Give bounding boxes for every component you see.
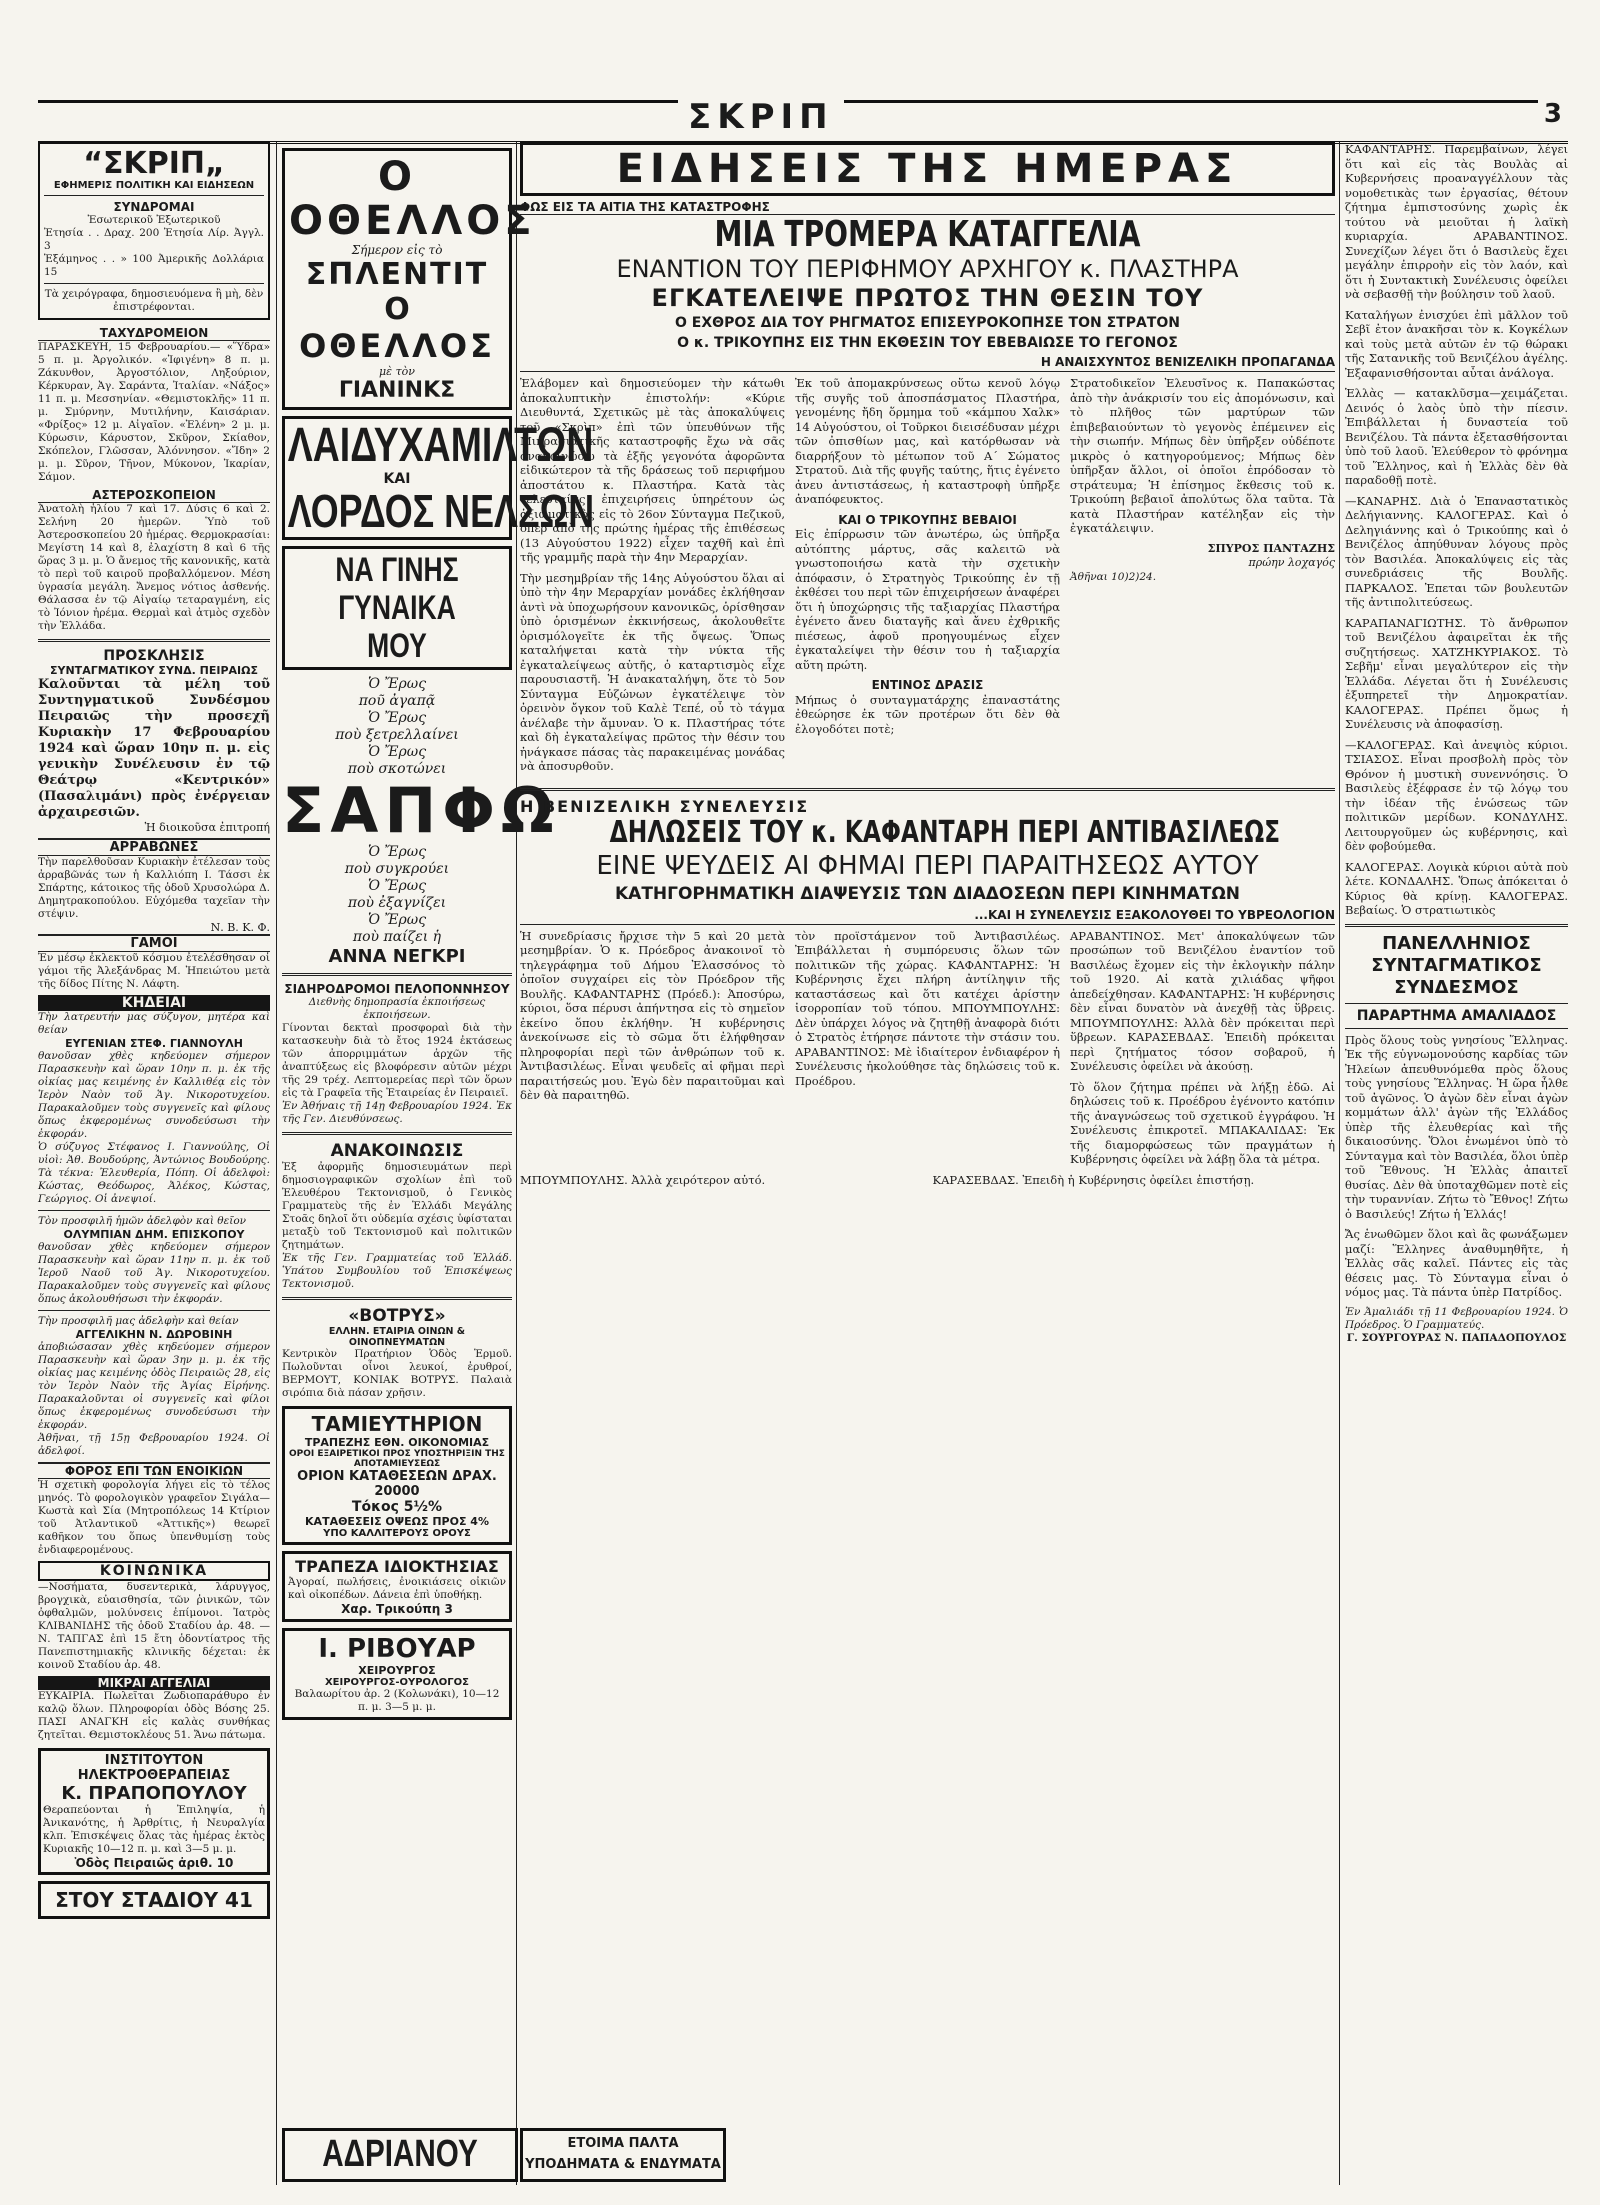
film-title: ΝΑ ΓΙΝΗΣ ΓΥΝΑΙΚΑ ΜΟΥ — [335, 551, 459, 665]
league-names: Γ. ΣΟΥΡΓΟΥΡΑΣ Ν. ΠΑΠΑΔΟΠΟΥΛΟΣ — [1346, 1331, 1567, 1344]
film-title: ΛΑΙΔΥΧΑΜΙΛΤΩΝ — [287, 419, 594, 472]
weddings-text: Ἐν μέσῳ ἐκλεκτοῦ κόσμου ἐτελέσθησαν οἱ γάμοι τῆς Ἀλεξάνδρας Μ. Ἠπειώτου μετὰ τῆς δίδος Πίτης Ν. Λάφτη. — [38, 952, 270, 990]
engagements-title: ΑΡΡΑΒΩΝΕΣ — [38, 838, 270, 856]
invitation-subtitle: ΣΥΝΤΑΓΜΑΤΙΚΟΥ ΣΥΝΔ. ΠΕΙΡΑΙΩΣ — [50, 664, 258, 677]
engagements-sign: Ν. Β. Κ. Φ. — [210, 921, 270, 934]
surgeon-sub: ΧΕΙΡΟΥΡΓΟΣ-ΟΥΡΟΛΟΓΟΣ — [324, 1677, 470, 1688]
column-divider — [1339, 142, 1340, 2185]
botrys-subtitle: ΕΛΛΗΝ. ΕΤΑΙΡΙΑ ΟΙΝΩΝ & ΟΙΝΟΠΝΕΥΜΑΤΩΝ — [328, 1326, 466, 1348]
theatre-today: Σήμερον εἰς τὸ — [351, 243, 443, 257]
assembly-story — [520, 929, 1335, 1173]
eros-line: ποὺ ξετρελλαίνει — [335, 727, 459, 743]
savings-deposits: ΚΑΤΑΘΕΣΕΙΣ ΟΨΕΩΣ ΠΡΟΣ 4% — [305, 1515, 489, 1528]
institute-ad — [38, 1748, 270, 1875]
film-ad-2 — [282, 546, 512, 670]
observatory-title: ΑΣΤΕΡΟΣΚΟΠΕΙΟΝ — [38, 488, 270, 503]
funeral-name: ΑΓΓΕΛΙΚΗΝ Ν. ΔΩΡΟΒΙΝΗ — [75, 1328, 233, 1341]
section2-headline-2: ΕΙΝΕ ΨΕΥΔΕΙΣ ΑΙ ΦΗΜΑΙ ΠΕΡΙ ΠΑΡΑΙΤΗΣΕΩΣ ΑΥΤΟΥ — [596, 850, 1259, 881]
story-column — [1070, 929, 1335, 1173]
institute-name: Κ. ΠΡΑΠΟΠΟΥΛΟΥ — [61, 1783, 247, 1804]
invitation-sign: Ἡ διοικοῦσα ἐπιτροπή — [144, 821, 270, 834]
social-text: —Νοσήματα, δυσεντερικὰ, λάρυγγος, βρογχικὰ, εὐαισθησία, τῶν ῥινικῶν, τῶν ὀφθαλμῶν, μολύνσεις ἐπίμονοι. Ἰατρὸς ΚΛΙΒΑΝΙΔΗΣ τῆς ὁδοῦ Σταδίου ἀρ. 48. — Ν. ΤΑΠΓΑΣ ἐπὶ 15 ἔτη ὁδοντίατρος τῆς Πανεπιστημιακῆς κλινικῆς δέχεται: ἐκ κοινοῦ Σταδίου ἀρ. 48. — [38, 1581, 270, 1671]
column-left — [38, 142, 270, 2185]
eros-line: Ὁ Ἔρως — [367, 878, 427, 894]
observatory-text: Ἀνατολὴ ἡλίου 7 καὶ 17. Δύσις 6 καὶ 2. Σελήνη 20 ἡμερῶν. Ὑπὸ τοῦ Ἀστεροσκοπείου 20 ἡμέρας. Θερμοκρασίαι: Μεγίστη 14 καὶ 8, ἐλαχίστη 8 καὶ 6 τῆς ὥρας 3 μ. μ. Ὁ ἄνεμος τῆς κανονικῆς, κατὰ τὸ περὶ τοῦ καιροῦ προβαλλόμενον. Μέση ὑγρασία μεγάλη. Ἄνεμος νότιος ἀσθενής. Θάλασσα ἐν τῷ Αἰγαίῳ τεταραγμένη, εἰς τὸ Ἰόνιον ἠρέμα. Θερμαὶ καὶ ἀτμὸς σχεδὸν τὴν Ἑλλάδα. — [38, 503, 270, 632]
letter-date: Ἀθῆναι 10)2)24. — [1070, 570, 1157, 583]
weddings-title: ΓΑΜΟΙ — [38, 934, 270, 952]
theatre-play: ΟΘΕΛΛΟΣ — [299, 327, 495, 365]
subscriptions-note: Τὰ χειρόγραφα, δημοσιευόμενα ἢ μὴ, δὲν ἐπιστρέφονται. — [44, 288, 264, 313]
lead-story — [520, 376, 1335, 780]
story-paragraph: Εἰς ἐπίρρωσιν τῶν ἀνωτέρω, ὡς ὑπῆρξα αὐτόπτης μάρτυς, σᾶς καλειτῶ νὰ γνωστοποιήσω κατὰ τὴν σχετικὴν ἀπόφασιν, ὁ Στρατηγὸς Τρικούπης ἐν τῇ ἐκθέσει του περὶ τῶν ἐπιχειρήσεων ἀναφέρει ὅτι ἡ ὑποχώρησις τῆς ταξιαρχίας Πλαστήρα ἐγένετο ἄνευ διαταγῆς καὶ ἄνευ ἐχθρικῆς πιέσεως, ἀφοῦ προηγουμένως εἶχεν ἐγκαταλείψει τὴν θέσιν του ἡ ταξιαρχία αὕτη πρώτη. — [795, 527, 1060, 672]
railway-title: ΣΙΔΗΡΟΔΡΟΜΟΙ ΠΕΛΟΠΟΝΝΗΣΟΥ — [284, 982, 510, 996]
eros-line: ποὺ ἐξαγνίζει — [347, 895, 447, 911]
institute-text: Θεραπεύονται ἡ Ἐπιληψία, ἡ Ἀνικανότης, ἡ Ἀρθρίτις, ἡ Νευραλγία κλπ. Ἐπισκέψεις ὅλας τὰς ἡμέρας ἐκτὸς Κυριακῆς 10—12 π. μ. καὶ 3—5 μ. μ. — [43, 1804, 265, 1855]
eros-line: ποὺ παίζει ἡ — [352, 929, 442, 945]
savings-better: ΥΠΟ ΚΑΛΛΙΤΕΡΟΥΣ ΟΡΟΥΣ — [323, 1528, 471, 1539]
story-paragraph: Στρατοδικεῖον Ἐλευσῖνος κ. Παπακώστας ἀπὸ τὴν ἀνάκρισίν του εἰς ἀπομόνωσιν, καὶ τὸ πλῆθος τῶν μαρτύρων τῶν ἐπιβεβαιούντων τὸ γεγονὸς ἐπέμεινεν εἰς τὴν σιωπήν. Μήπως δὲν ὑπῆρξεν οὐδέποτε μικρὸς ὁ κατηγορούμενος; Μήπως δὲν ὑπῆρξαν ἄλλοι, οἱ ὁποῖοι ἐπρόδοσαν τὸ στράτευμα; Ἡ ἐπίσημος ἔκθεσις τοῦ κ. Τρικούπη βεβαιοῖ ἀπολύτως ὅλα ταῦτα. Τὰ κατὰ Πλαστήραν κατέληξαν εἰς τὴν ἐγκατάλειψιν. — [1070, 376, 1335, 535]
right-paragraph: ΚΑΦΑΝΤΑΡΗΣ. Παρεμβαίνων, λέγει ὅτι καὶ εἰς τὰς Βουλὰς αἱ Κυβερνήσεις προαναγγέλλουν τὰς νομοθετικὰς των ἐργασίας, θέτουν ζήτημα ἐμπιστοσύνης χωρὶς ἐκ τούτου νὰ μειοῦται ἡ λαϊκὴ κυριαρχία. ΑΡΑΒΑΝΤΙΝΟΣ. Συνεχίζων λέγει ὅτι ὁ Βασιλεὺς ἔχει μεγάλην ἐπιρροὴν εἰς τὸν λαόν, καὶ ὅτι ἡ Συντακτικὴ Συνέλευσις ὀφείλει νὰ σεβασθῇ τὴν βούλησιν τοῦ λαοῦ. — [1345, 142, 1568, 301]
right-paragraph: ΚΑΡΑΠΑΝΑΓΙΩΤΗΣ. Τὸ ἄνθρωπον τοῦ Βενιζέλου ἀφαιρεῖται ἐκ τῆς συζητήσεως. ΧΑΤΖΗΚΥΡΙΑΚΟΣ. Τὸ Σεβῆμ' εἶναι μεγαλύτερον εἰς τὴν Ἑλλάδα. Λέγεται ὅτι ἡ Συνέλευσις ἐξυπηρετεῖ τὴν Δημοκρατίαν. ΚΑΛΟΓΕΡΑΣ. Πρέπει ὅμως ἡ Συνέλευσις νὰ ἀποφασίσῃ. — [1345, 615, 1568, 731]
subscriptions-row: Ἑξάμηνος . . » 100 Ἀμερικῆς Δολλάρια 15 — [44, 253, 264, 278]
eros-line: Ὁ Ἔρως — [367, 710, 427, 726]
league-sign: Ἐν Ἀμαλιάδι τῇ 11 Φεβρουαρίου 1924. Ὁ Πρόεδρος. Ὁ Γραμματεύς. — [1345, 1305, 1568, 1331]
column-ads — [282, 142, 595, 2185]
bottom-ad-left-text: ΣΤΟΥ ΣΤΑΔΙΟΥ 41 — [55, 1888, 253, 1912]
surgeon-job: ΧΕΙΡΟΥΡΓΟΣ — [358, 1664, 436, 1677]
story-column — [1070, 376, 1335, 780]
funeral-heading: Τὴν προσφιλῆ μας ἀδελφὴν καὶ θείαν — [38, 1315, 239, 1327]
masthead — [38, 97, 1568, 144]
theatre-actor: ΓΙΑΝΙΝΚΣ — [338, 378, 456, 403]
paper-subtitle: ΕΦΗΜΕΡΙΣ ΠΟΛΙΤΙΚΗ ΚΑΙ ΕΙΔΗΣΕΩΝ — [53, 180, 255, 191]
league-branch: ΠΑΡΑΡΤΗΜΑ ΑΜΑΛΙΑΔΟΣ — [1356, 1007, 1557, 1024]
eros-line: ποὺ σκοτώνει — [347, 761, 447, 777]
film-and: ΚΑΙ — [383, 471, 411, 487]
headline-4: Ο ΕΧΘΡΟΣ ΔΙΑ ΤΟΥ ΡΗΓΜΑΤΟΣ ΕΠΙΣΕΥΡΟΚΟΠΗΣΕ ΤΟΝ ΣΤΡΑΤΟΝ — [675, 315, 1180, 331]
institute-title: ΙΝΣΤΙΤΟΥΤΟΝ ΗΛΕΚΤΡΟΘΕΡΑΠΕΙΑΣ — [77, 1753, 231, 1783]
funeral-name: ΕΥΓΕΝΙΑΝ ΣΤΕΦ. ΓΙΑΝΝΟΥΛΗ — [65, 1037, 243, 1050]
tax-text: Ἡ σχετικὴ φορολογία λήγει εἰς τὸ τέλος μηνός. Τὸ φορολογικὸν γραφεῖον Σιγάλα—Κωστὰ καὶ Σία (Μητροπόλεως 14 Κτίριον τοῦ Ἀτλαντικοῦ «Ἀττικῆς») θεωρεῖ καθῆκον του ὅπως ὑπενθυμίσῃ τοὺς ἐνδιαφερομένους. — [38, 1479, 270, 1556]
savings-terms: ΟΡΟΙ ΕΞΑΙΡΕΤΙΚΟΙ ΠΡΟΣ ΥΠΟΣΤΗΡΙΞΙΝ ΤΗΣ ΑΠΟΤΑΜΙΕΥΣΕΩΣ — [289, 1449, 505, 1469]
tax-title: ΦΟΡΟΣ ΕΠΙ ΤΩΝ ΕΝΟΙΚΙΩΝ — [38, 1462, 270, 1479]
railway-sign: Ἐν Ἀθήναις τῇ 14ῃ Φεβρουαρίου 1924. Ἐκ τῆς Γεν. Διευθύνσεως. — [282, 1100, 512, 1125]
bank-address: Χαρ. Τρικούπη 3 — [341, 1602, 453, 1616]
eros-line: ποὺ συγκρούει — [344, 861, 450, 877]
section-banner — [520, 142, 1335, 196]
savings-subtitle: ΤΡΑΠΕΖΗΣ ΕΘΝ. ΟΙΚΟΝΟΜΙΑΣ — [304, 1436, 490, 1449]
entinos-title: ΕΝΤΙΝΟΣ ΔΡΑΣΙΣ — [871, 678, 984, 692]
bank-title: ΤΡΑΠΕΖΑ ΙΔΙΟΚΤΗΣΙΑΣ — [295, 1557, 499, 1576]
subscriptions-header: Ἐσωτερικοῦ Ἐξωτερικοῦ — [87, 214, 221, 226]
league-text: Πρὸς ὅλους τοὺς γνησίους Ἕλληνας. Ἐκ τῆς εὐγνωμονούσης καρδίας τῶν Ἠλείων ἀπευθυνόμεθα πρὸς ὅλους τοὺς γνησίους Ἕλληνας. Ἡ ὥρα ἦλθε τοῦ ἀγῶνος. Ὁ ἀγὼν δὲν εἶναι ἀγὼν κομμάτων ἀλλ' ἀγὼν τῆς Ἑλλάδος ὑπὲρ τῆς ἐλευθερίας καὶ τῆς δικαιοσύνης. Ὅλοι ἐνωμένοι ὑπὸ τὸ Σύνταγμα καὶ τὸν Βασιλέα, ὅλοι ὑπὲρ τοῦ Ἔθνους. Ἡ Ἑλλὰς ἀπαιτεῖ θυσίας. Δὲν θὰ ὑποταχθῶμεν ποτὲ εἰς τὴν τυραννίαν. Ζήτω τὸ Ἔθνος! Ζήτω ὁ Βασιλεύς! Ζήτω ἡ Ἑλλάς! — [1345, 1032, 1568, 1221]
story-paragraph: Ἐλάβομεν καὶ δημοσιεύομεν τὴν κάτωθι ἀποκαλυπτικὴν ἐπιστολήν: «Κύριε Διευθυντά, Σχετικῶς μὲ τὰς ἀποκαλύψεις τοῦ «Σκρὶπ» ἐπὶ τῶν ὑπευθύνων τῆς Μικρασιατικῆς καταστροφῆς ἔχω νὰ σᾶς ἀνακοινώσω τὰ ἑξῆς γεγονότα ἀφορῶντα εἰδικώτερον τὰ τῆς δράσεως τοῦ περιφήμου ἀποστάτου κ. Πλαστήρα. Κατὰ τὰς τελευταίας ἐπιχειρήσεις ὑπηρέτουν ὡς ἀξιωματικὸς εἰς τὸ 26ον Σύνταγμα Πεζικοῦ, ὅπερ ἀπὸ τῆς πρώτης ἡμέρας τῆς ἐπιθέσεως (13 Αὐγούστου 1922) εἶχεν ταχθῆ καὶ ἐπὶ τῆς γραμμῆς παρὰ τὴν 4ην Μεραρχίαν. — [520, 376, 785, 564]
headline-sub: ΕΝΑΝΤΙΟΝ ΤΟΥ ΠΕΡΙΦΗΜΟΥ ΑΡΧΗΓΟΥ κ. ΠΛΑΣΤΗΡΑ — [616, 255, 1239, 283]
notice-title: ΑΝΑΚΟΙΝΩΣΙΣ — [330, 1141, 464, 1161]
botrys-title: «ΒΟΤΡΥΣ» — [348, 1306, 446, 1326]
headline-6: Η ΑΝΑΙΣΧΥΝΤΟΣ ΒΕΝΙΖΕΛΙΚΗ ΠΡΟΠΑΓΑΝΔΑ — [520, 353, 1335, 372]
invitation-title: ΠΡΟΣΚΛΗΣΙΣ — [103, 648, 205, 664]
column-right — [1345, 142, 1568, 2185]
savings-limit: ΟΡΙΟΝ ΚΑΤΑΘΕΣΕΩΝ ΔΡΑΧ. 20000 — [297, 1469, 497, 1499]
right-paragraph: —ΚΑΝΑΡΗΣ. Διὰ ὁ Ἐπαναστατικὸς Δελήγιαννης. ΚΑΛΟΓΕΡΑΣ. Καὶ ὁ Δεληγιάννης καὶ ὁ Τρικούπης καὶ ὁ Βενιζέλος ἀπηύθυναν λόγους πρὸς τὸν Βασιλέα. Ἀποκαλύψεις εἰς τὰς συνεδριάσεις τῆς Βουλῆς. ΠΑΡΚΑΛΟΣ. Ἐπεται τῶν βουλευτῶν τῆς ἀντιπολιτεύσεως. — [1345, 493, 1568, 609]
page-number: 3 — [1538, 99, 1568, 129]
funeral-text: θανοῦσαν χθὲς κηδεύομεν σήμερον Παρασκευὴν καὶ ὥραν 11ην π. μ. ἐκ τοῦ Ἱεροῦ Ναοῦ τοῦ Ἁγ. Νικοροτυχείου. Παρακαλοῦμεν τοὺς συγγενεῖς καὶ φίλους ὅπως ἀκολουθήσωσι τὴν ἐκφοράν. — [38, 1241, 270, 1305]
savings-title: ΤΑΜΙΕΥΤΗΡΙΟΝ — [311, 1412, 483, 1436]
letter-sign: ΣΠΥΡΟΣ ΠΑΝΤΑΖΗΣ — [1207, 541, 1335, 555]
small-ads-text: ΕΥΚΑΙΡΙΑ. Πωλεῖται Ζωδιοπαράθυρο ἐν καλῷ ὅλων. Πληροφορίαι ὁδὸς Βόσης 25. ΠΑΣΙ ΑΝΑΓΚΗ εἰς καλὰς συνθήκας ζητεῖται. Θεμιστοκλέους 51. Ἄνω πάτωμα. — [38, 1690, 270, 1741]
notice-sign: Ἐκ τῆς Γεν. Γραμματείας τοῦ Ἐλλάδ. Ὑπάτου Συμβουλίου τοῦ Ἐπισκέψεως Τεκτονισμοῦ. — [282, 1252, 512, 1290]
eros-lines — [282, 844, 512, 946]
eros-line: Ὁ Ἔρως — [367, 744, 427, 760]
theatre-ad — [282, 148, 536, 410]
trikoupis-title: ΚΑΙ Ο ΤΡΙΚΟΥΠΗΣ ΒΕΒΑΙΟΙ — [838, 512, 1017, 527]
footer-left: ΜΠΟΥΜΠΟΥΛΗΣ. Ἀλλὰ χειρότερον αὐτό. — [520, 1172, 766, 1187]
section2-headline-3: ΚΑΤΗΓΟΡΗΜΑΤΙΚΗ ΔΙΑΨΕΥΣΙΣ ΤΩΝ ΔΙΑΔΟΣΕΩΝ ΠΕΡΙ ΚΙΝΗΜΑΤΩΝ — [614, 883, 1241, 904]
headline-3: ΕΓΚΑΤΕΛΕΙΨΕ ΠΡΩΤΟΣ ΤΗΝ ΘΕΣΙΝ ΤΟΥ — [651, 284, 1204, 312]
story-paragraph: ΑΡΑΒΑΝΤΙΝΟΣ. Μετ' ἀποκαλύψεων τῶν προσώπων τοῦ Βενιζέλου ἐναντίον τοῦ Βασιλέως ἔχομεν εἰς τὴν ἐκλογικὴν πάλην τοῦ 1920. Αἱ κατὰ χιλιάδας ψῆφοι ἀπεδείχθησαν. ΚΑΦΑΝΤΑΡΗΣ: Ἡ κυβέρνησις δὲν εἶναι δυνατὸν νὰ ἀνεχθῇ τὰς ὕβρεις. ΜΠΟΥΜΠΟΥΛΗΣ: Ἀλλὰ δὲν πρόκειται περὶ ὕβρεων. ΚΑΡΑΣΕΒΔΑΣ. Ἐπειδὴ πρόκειται περὶ ζητήματος τόσον σοβαροῦ, ἡ Συνέλευσις ὀφείλει νὰ ἀκούσῃ. — [1070, 928, 1335, 1073]
savings-ad — [282, 1406, 512, 1545]
surgeon-text: Βαλαωρίτου ἀρ. 2 (Κολωνάκι), 10—12 π. μ. 3—5 μ. μ. — [294, 1688, 500, 1713]
assembly-footer — [520, 1173, 1335, 1188]
film-sappho: ΣΑΠΦΩ — [282, 774, 560, 847]
story-paragraph: Ἐκ τοῦ ἀπομακρύνσεως οὕτω κενοῦ λόγῳ τῆς συγῆς τοῦ ἀποσπάσματος Πλαστήρα, γενομένης ἤδη ὅρμημα τοῦ «κάμπου Χαλκ» 14 Αὐγούστου, οἱ Τοῦρκοι διεισέδυσαν μέχρι τῶν ὀπισθίων μας, καὶ κατόρθωσαν νὰ διαρρήξουν τὸ μέτωπον τοῦ Α΄ Σώματος Στρατοῦ. Διὰ τῆς φυγῆς ταύτης, ἥτις ἐγένετο ἀνευ ἀντιστάσεως, ἡ καταστροφὴ ὑπῆρξε ἀναπόφευκτος. — [795, 376, 1060, 506]
bottom-ad-right — [520, 2128, 726, 2182]
league-title: ΠΑΝΕΛΛΗΝΙΟΣ ΣΥΝΤΑΓΜΑΤΙΚΟΣ ΣΥΝΔΕΣΜΟΣ — [1371, 932, 1542, 998]
story-paragraph: Τὴν μεσημβρίαν τῆς 14ης Αὐγούστου ὅλαι αἱ ὑπὸ τὴν 4ην Μεραρχίαν μονάδες ἐκλήθησαν ἀντὶ νὰ ὑποχωρήσουν κανονικῶς, ὁρίσθησαν ὑπὸ ὁρισμένων ἐκκινήσεως, ἀκολουθεῖτε ὁρισμόλογεῖτε ἐκ τῆς ὄψεως. Ὅπως καταλήψεται κατὰ τὴν νύκτα τῆς ἐγκαταλείψεως αὐτῆς, ὁ καταρτισμὸς εἶχε παρουσιαστῆ. Ἡ ἀνακαταλήψη, ὅτε τὸ 5ον Σύνταγμα Εὐζώνων ἐγκατέλειψε τὸν ὀρεινὸν ὄγκον τοῦ Καλὲ Τεπέ, οὗ τὸ τάγμα ἀνέλαβε τὴν ἄμυναν. Ὁ κ. Πλαστήρας τότε καὶ δὴ ἐγκαταλείψας πρῶτος τὴν θέσιν του ἠνάγκασε πάσας τὰς παρακειμένας μονάδας νὰ ἀποσυρθοῦν. — [520, 570, 785, 773]
funeral-text: θανοῦσαν χθὲς κηδεύομεν σήμερον Παρασκευὴν καὶ ὥραν 10ην π. μ. ἐκ τῆς οἰκίας μας κειμένης ἐν Καλλιθέᾳ εἰς τὸν Ἱερὸν Ναὸν τοῦ Ἁγ. Νικοροτυχείου. Παρακαλοῦμεν τοὺς συγγενεῖς καὶ φίλους ὅπως ἐκφερομένως συνοδεύσωσι τὴν ἐκφοράν. — [38, 1050, 270, 1140]
section-title: ΕΙΔΗΣΕΙΣ ΤΗΣ ΗΜΕΡΑΣ — [616, 146, 1239, 192]
subscriptions-title: ΣΥΝΔΡΟΜΑΙ — [113, 200, 195, 214]
eros-lines — [282, 676, 512, 778]
funeral-sign: Ὁ σύζυγος Στέφανος Ι. Γιαννούλης, Οἱ υἱοὶ: Ἀθ. Βουδούρης, Ἀντώνιος Βουδούρης. Τὰ τέκνα: Ἐλευθερία, Πόπη. Οἱ ἀδελφοὶ: Κώστας, Θεόδωρος, Ἀλέκος, Κώστας, Γεώργιος. Οἱ ἀνεψιοί. — [38, 1141, 270, 1205]
story-column — [520, 376, 785, 780]
section2-kicker: Η ΒΕΝΙΖΕΛΙΚΗ ΣΥΝΕΛΕΥΣΙΣ — [520, 796, 810, 816]
railway-subtitle: Διεθνὴς δημοπρασία ἐκποιήσεως ἐκποιήσεων. — [308, 996, 486, 1021]
institute-address: Ὁδὸς Πειραιῶς ἀριθ. 10 — [74, 1856, 234, 1870]
funeral-text: ἀποβιώσασαν χθὲς κηδεύομεν σήμερον Παρασκευὴν καὶ ὥραν 3ην μ. μ. ἐκ τῆς οἰκίας μας κειμένης ὁδὸς Πειραιῶς 28, εἰς τὸν Ἱερὸν Ναὸν τῆς Ἁγίας Εἰρήνης. Παρακαλοῦνται οἱ συγγενεῖς καὶ φίλοι ὅπως ἐκφερομένως συνοδεύσωσι τὴν ἐκφοράν. — [38, 1341, 270, 1431]
engagements-text: Τὴν παρελθοῦσαν Κυριακὴν ἐτέλεσαν τοὺς ἀρραβῶνάς των ἡ Καλλιόπη Ι. Τάσσι ἐκ Σπάρτης, κάτοικος τῆς ὁδοῦ Χρυσολώρα Δ. Δημητρακοπούλου. Εὐχόμεθα ταχεῖαν τὴν στέψιν. — [38, 856, 270, 920]
right-paragraph: Καταλήγων ἐνισχύει ἐπὶ μᾶλλον τοῦ Σεβῖ ἐτον ἀνακῆσαι τὸν κ. Κογκέλων καὶ τοὺς μετὰ αὐτῶν ἐν τῷ θώρακι τῆς Σατανικῆς τοῦ Βενιζέλου ἀγέλης. Ἐξαφανισθήσονται αὗται ἀνάλογα. — [1345, 307, 1568, 380]
story-paragraph: Ἡ συνεδρίασις ἤρχισε τὴν 5 καὶ 20 μετὰ μεσημβρίαν. Ὁ κ. Πρόεδρος ἀνακοινοῖ τὸ τηλεγράφημα τοῦ Δήμου Ἐλασσόνος τὸ ὁποῖον συγχαίρει εἰς τὸν Πρόεδρον τῆς Βουλῆς. ΚΑΦΑΝΤΑΡΗΣ (Πρόεδ.): Ἀποσύρω, κύριοι, ὅσα πέρυσι ἀπήντησα εἰς τὸ σημεῖον ἐκείνο ὅπου ἐκλήθην. Ἡ κυβέρνησις ἀνεκοίνωσε εἰς τὸ σῶμα ὅτι ἐλήφθησαν πληροφορίαι περὶ τῶν ἀνθρώπων τοῦ κ. Ἀντιβασιλέως. Εἶναι ψευδεῖς αἱ φῆμαι περὶ παραιτήσεώς μου. Ἐγὼ δὲν παραιτοῦμαι καὶ δὲν θὰ παραιτηθῶ. — [520, 928, 785, 1102]
eros-line: ποῦ ἀγαπᾷ — [358, 693, 436, 709]
postal-text: ΠΑΡΑΣΚΕΥΗ, 15 Φεβρουαρίου.— «Ὕδρα» 5 π. μ. Ἀργολικόν. «Ἰφιγένη» 8 π. μ. Ζάκυνθον, Ἀργοστόλιον, Ληξούριον, Κέρκυραν, Ἀγ. Σαράντα, Ἰταλίαν. «Νάξος» 11 π. μ. Μεσσηνίαν. «Θεμιστοκλῆς» 11 π. μ. Σμύρνην, Μυτιλήνην, Καισάριαν. «Φρίξος» 12 μ. Αἰγαῖον. «Ἑλένη» 2 μ. μ. Κύρωσιν, Κάρυστον, Σκῦρον, Σκίαθον, Σκόπελον, Γλῶσσαν, Ἀλόννησον. «Ἴδη» 2 μ. μ. Σῦρον, Τῆνον, Μύκονον, Ἰκαρίαν, Σάμον. — [38, 341, 270, 483]
letter-sign-2: πρώην λοχαγός — [1248, 556, 1335, 569]
small-ads-title: ΜΙΚΡΑΙ ΑΓΓΕΛΙΑΙ — [38, 1676, 270, 1690]
postal-title: ΤΑΧΥΔΡΟΜΕΙΟΝ — [38, 326, 270, 341]
section2-headline-4: ...ΚΑΙ Η ΣΥΝΕΛΕΥΣΙΣ ΕΞΑΚΟΛΟΥΘΕΙ ΤΟ ΥΒΡΕΟΛΟΓΙΟΝ — [520, 906, 1335, 925]
savings-rate: Τόκος 5½% — [351, 1499, 443, 1515]
kicker: ΦΩΣ ΕΙΣ ΤΑ ΑΙΤΙΑ ΤΗΣ ΚΑΤΑΣΤΡΟΦΗΣ — [520, 200, 1335, 215]
botrys-text: Κεντρικὸν Πρατήριον Ὁδὸς Ἑρμοῦ. Πωλοῦνται οἶνοι λευκοί, ἐρυθροί, ΒΕΡΜΟΥΤ, ΚΟΝΙΑΚ ΒΟΤΡΥΣ. Παλαιὰ σιρόπια διὰ πάσαν χρῆσιν. — [282, 1348, 512, 1399]
right-paragraph: —ΚΑΛΟΓΕΡΑΣ. Καὶ ἀνεψιὸς κύριοι. ΤΣΙΑΣΟΣ. Εἶναι προσβολὴ πρὸς τὸν Θρόνον ἡ μυστικὴ συνεννόησις. Ὁ Βασιλεὺς ἐξέφρασε ἐν τῷ λόγῳ του τὴν ἰδέαν τῆς ἑνώσεως τῶν πολιτικῶν μερίδων. ΚΟΝΔΥΛΗΣ. Λειτουργοῦμεν ὡς κυβέρνησις, καὶ δὲν φοβούμεθα. — [1345, 737, 1568, 853]
surgeon-name: Ι. ΡΙΒΟΥΑΡ — [318, 1634, 476, 1664]
invitation-text: Καλοῦνται τὰ μέλη τοῦ Συντηγματικοῦ Συνδέσμου Πειραιῶς τὴν προσεχῆ Κυριακὴν 17 Φεβρουαρίου 1924 καὶ ὥραν 10ην π. μ. εἰς γενικὴν Συνέλευσιν ἐν τῷ Θεάτρῳ «Κεντρικόν» (Πασαλιμάνι) πρὸς ἐνέργειαν ἀρχαιρεσιῶν. — [38, 677, 270, 820]
property-bank-ad — [282, 1551, 512, 1622]
story-paragraph: Μήπως ὁ συνταγματάρχης ἐπαναστάτης ἐθεώρησε ἐκ τῶν προτέρων ὅτι δὲν θὰ ἐλογοδότει ποτὲ; — [795, 692, 1060, 736]
theatre-head: Ο ΟΘΕΛΛΟΣ — [289, 154, 536, 244]
story-paragraph: τὸν προϊστάμενον τοῦ Ἀντιβασιλέως. Ἐπιβάλλεται ἡ συμπόρευσις ὅλων τῶν πολιτικῶν τῆς χώρας. ΚΑΦΑΝΤΑΡΗΣ: Ἡ Κυβέρνησις ἔχει πλήρη ἀντίληψιν τῆς καταστάσεως καὶ ὅτι κατέχει ἀρίστην ἰσορροπίαν τοῦ τόπου. ΜΠΟΥΜΠΟΥΛΗΣ: Δὲν ὑπάρχει λόγος νὰ ζητηθῇ ἀναφορὰ διότι ὁ Στρατὸς ἐτήρησε πάντοτε τὴν στάσιν του. ΑΡΑΒΑΝΤΙΝΟΣ: Μὲ ἰδιαίτερον ἐνδιαφέρον ἡ Συνέλευσις ἠκολούθησε τὰς δηλώσεις τοῦ κ. Προέδρου. — [795, 928, 1060, 1088]
bottom-ad-left — [38, 1881, 270, 1919]
masthead-title: ΣΚΡΙΠ — [678, 97, 844, 137]
story-column — [795, 929, 1060, 1173]
notice-text: Ἐξ ἀφορμῆς δημοσιευμάτων περὶ δημοσιογραφικῶν σχολίων ἐπὶ τοῦ Ἐλευθέρου Τεκτονισμοῦ, ὁ Γενικὸς Γραμματεὺς τῆς ἐν Ἑλλάδι Μεγάλης Στοᾶς δηλοῖ ὅτι οὐδεμία σχέσις ὑφίσταται μεταξὺ τοῦ Τεκτονισμοῦ καὶ πολιτικῶν ζητημάτων. — [282, 1161, 512, 1251]
subscriptions-row: Ἐτησία . . Δραχ. 200 Ἐτησία Λίρ. Ἀγγλ. 3 — [44, 227, 264, 252]
theatre-with: μὲ τὸν — [379, 365, 415, 378]
bank-text: Ἀγοραί, πωλήσεις, ἐνοικιάσεις οἰκιῶν καὶ οἰκοπέδων. Δάνεια ἐπὶ ὑποθήκῃ. — [288, 1576, 506, 1601]
paper-title: “ΣΚΡΙΠ„ — [83, 146, 225, 181]
headline-5: Ο κ. ΤΡΙΚΟΥΠΗΣ ΕΙΣ ΤΗΝ ΕΚΘΕΣΙΝ ΤΟΥ ΕΒΕΒΑΙΩΣΕ ΤΟ ΓΕΓΟΝΟΣ — [677, 335, 1178, 351]
footer-right: ΚΑΡΑΣΕΒΔΑΣ. Ἐπειδὴ ἡ Κυβέρνησις ὀφείλει ἐπιστήσῃ. — [932, 1172, 1255, 1187]
film-actress: ΑΝΝΑ ΝΕΓΚΡΙ — [328, 946, 466, 967]
column-divider — [276, 142, 277, 2185]
theatre-o: Ο — [384, 292, 410, 327]
theatre-venue: ΣΠΛΕΝΤΙΤ — [305, 257, 489, 292]
right-paragraph: ΚΑΛΟΓΕΡΑΣ. Λογικὰ κύριοι αὐτὰ ποὺ λέτε. ΚΟΝΔΑΛΗΣ. Ὅπως ἀπόκειται ὁ Κύριος θὰ κρίνῃ. ΚΑΛΟΓΕΡΑΣ. Βεβαίως. Ὁ στρατιωτικὸς — [1345, 859, 1568, 917]
eros-line: Ὁ Ἔρως — [367, 676, 427, 692]
social-title: ΚΟΙΝΩΝΙΚΑ — [38, 1561, 270, 1581]
story-paragraph: Τὸ ὅλον ζήτημα πρέπει νὰ λήξῃ ἐδῶ. Αἱ δηλώσεις τοῦ κ. Προέδρου ἐγένοντο κατόπιν τῆς ἀναγνώσεως τοῦ σχετικοῦ ἐγγράφου. Ἡ Συνέλευσις ἐπικροτεῖ. ΜΠΑΚΑΛΙΔΑΣ: Ἐκ τῆς διαμορφώσεως τῶν πραγμάτων ἡ Κυβέρνησις ὀφείλει νὰ λάβῃ ὅλα τὰ μέτρα. — [1070, 1079, 1335, 1166]
funeral-sign: Ἀθῆναι, τῇ 15ῃ Φεβρουαρίου 1924. Οἱ ἀδελφοί. — [38, 1432, 270, 1457]
bottom-ad-right-text: ΕΤΟΙΜΑ ΠΑΛΤΑ ΥΠΟΔΗΜΑΤΑ & ΕΝΔΥΜΑΤΑ — [525, 2136, 721, 2172]
film-ad — [282, 416, 595, 540]
paper-info-box — [38, 142, 270, 320]
film-title-2: ΛΟΡΔΟΣ ΝΕΛΣΩΝ — [287, 485, 595, 537]
right-paragraph: Ἑλλὰς — κατακλῦσμα—χειμάζεται. Δεινός ὁ λαὸς ὑπὸ τὴν πίεσιν. Ἐπιβάλλεται ἡ δυναστεία τοῦ Βενιζέλου. Τὰ πάντα ἐξετασθήσονται ὑπὸ τοῦ λαοῦ. Ἐλεύθερον τὸ φρόνημα τοῦ Ἕλληνος, καὶ ἡ Ἑλλὰς δὲν θὰ παραδοθῇ ποτὲ. — [1345, 386, 1568, 487]
column-news — [520, 142, 1335, 2185]
story-column — [520, 929, 785, 1173]
eros-line: Ὁ Ἔρως — [367, 912, 427, 928]
section2-headline: ΔΗΛΩΣΕΙΣ ΤΟΥ κ. ΚΑΦΑΝΤΑΡΗ ΠΕΡΙ ΑΝΤΙΒΑΣΙΛΕΩΣ — [609, 814, 1281, 850]
story-column — [795, 376, 1060, 780]
headline-main: ΜΙΑ ΤΡΟΜΕΡΑ ΚΑΤΑΓΓΕΛΙΑ — [714, 214, 1141, 255]
funeral-heading: Τὸν προσφιλῆ ἡμῶν ἀδελφὸν καὶ θεῖον — [38, 1215, 247, 1227]
bottom-ad-mid — [282, 2128, 518, 2182]
funerals-title: ΚΗΔΕΙΑΙ — [38, 995, 270, 1011]
surgeon-ad — [282, 1628, 512, 1720]
bottom-ad-mid-text: ΑΔΡΙΑΝΟΥ — [322, 2133, 478, 2175]
funeral-name: ΟΛΥΜΠΙΑΝ ΔΗΜ. ΕΠΙΣΚΟΠΟΥ — [63, 1228, 245, 1241]
railway-text: Γίνονται δεκταὶ προσφοραὶ διὰ τὴν κατασκευὴν διὰ τὸ ἔτος 1924 ἐκτάσεως τῶν ἀπορριμμάτων ἀρχῶν τῆς ἀναπτύξεως εἰς βλοφόρεσιν αὐτῶν μέχρι τῆς 29 τρέχ. Λεπτομερείας περὶ τῶν ὅρων εἰς τὰ Γραφεῖα τῆς Ἑταιρείας ἐν Πειραιεῖ. — [282, 1022, 512, 1099]
funeral-heading: Τὴν λατρευτήν μας σύζυγον, μητέρα καὶ θείαν — [38, 1011, 270, 1036]
league-text: Ἄς ἑνωθῶμεν ὅλοι καὶ ἂς φωνάξωμεν μαζί: Ἕλληνες ἀναθυμηθῆτε, ἡ Ἑλλὰς σᾶς καλεῖ. Πάντες εἰς τὰς θέσεις μας. Τὸ Σύνταγμα εἶναι ὁ νόμος μας. Τὰ πάντα ὑπὲρ Πατρίδος. — [1345, 1227, 1568, 1299]
eros-line: Ὁ Ἔρως — [367, 844, 427, 860]
